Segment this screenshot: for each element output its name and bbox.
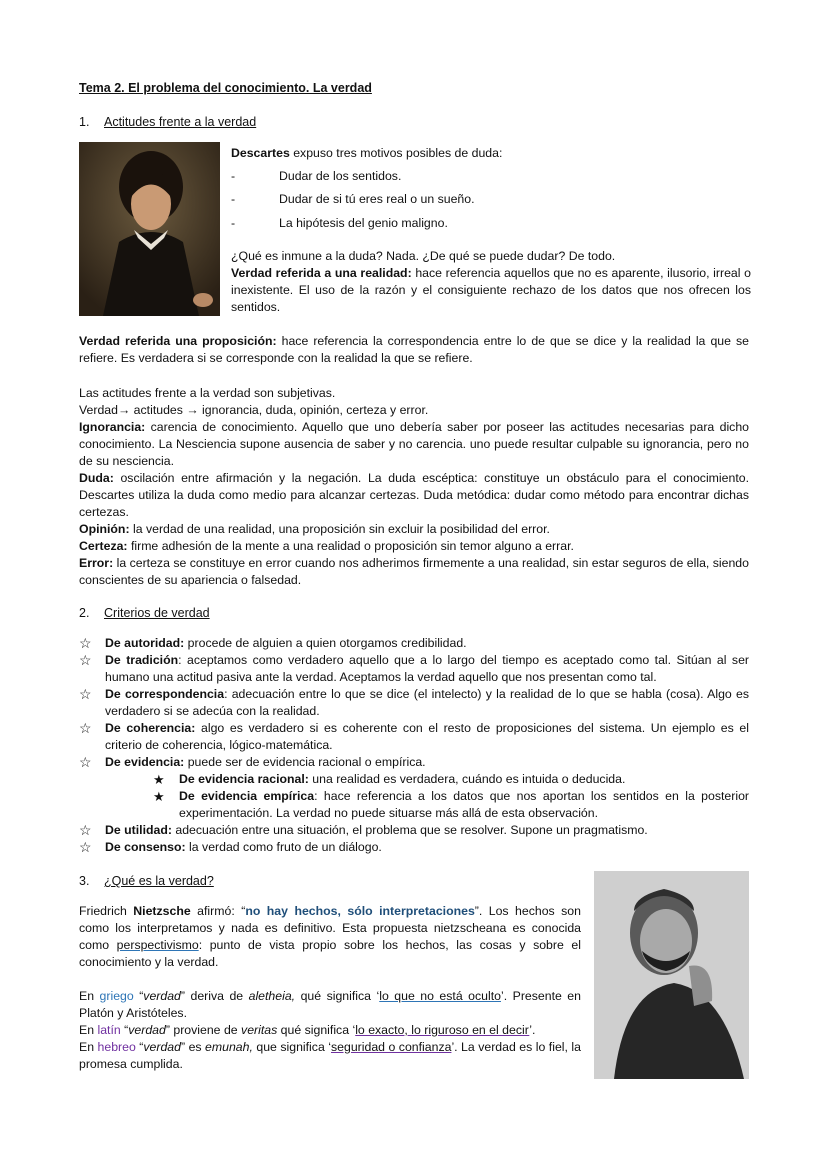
question-line: ¿Qué es inmune a la duda? Nada. ¿De qué se puede dudar? De todo. <box>231 249 616 263</box>
word: verdad <box>143 989 181 1003</box>
nietzsche-portrait <box>594 871 749 1079</box>
criterion-text: : adecuación entre lo que se dice (el intelecto) y la realidad de lo que se habla (cosa). Algo es verdadero si se adecúa con la realidad. <box>105 687 749 718</box>
text: ’. Presente en Platón y Aristóteles. <box>79 989 581 1020</box>
meaning: seguridad o confianza <box>331 1040 452 1054</box>
text: En <box>79 1040 98 1054</box>
star-icon: ☆ <box>79 839 92 855</box>
text: ”. Los hechos son como los interpretamos y nada es definitivo. Esta propuesta nietzscheana es conocida como <box>79 904 581 952</box>
definition: carencia de conocimiento. Aquello que uno debería saber por poseer las actitudes necesarias para dicho conocimiento. La Nesciencia supone ausencia de saber y no carencia. uno puede resultar culpable su ignorancia, pero no de su nesciencia. <box>79 420 749 468</box>
hebrew-paragraph <box>79 1039 581 1073</box>
page-title: Tema 2. El problema del conocimiento. La verdad <box>79 81 372 95</box>
definition: la certeza se constituye en error cuando nos adherimos firmemente a una realidad, sin estar seguros de ella, siendo conscientes de su apariencia o falsedad. <box>79 556 749 587</box>
opinion-paragraph <box>79 521 749 538</box>
language-hebrew: hebreo <box>97 1040 136 1054</box>
author-name: Nietzsche <box>133 904 191 918</box>
truth-proposition-paragraph <box>79 333 749 367</box>
section-3-heading <box>79 873 214 890</box>
meaning: lo que no está oculto <box>379 989 501 1003</box>
section-title: Criterios de verdad <box>104 606 210 620</box>
star-icon: ☆ <box>79 686 92 702</box>
descartes-intro <box>231 145 751 162</box>
doubt-text: Dudar de si tú eres real o un sueño. <box>279 192 475 206</box>
term: Verdad referida a una realidad: <box>231 266 412 280</box>
text: qué significa ‘ <box>277 1023 356 1037</box>
doubt-text: Dudar de los sentidos. <box>279 169 402 183</box>
dash-bullet: - <box>231 169 236 183</box>
nietzsche-paragraph <box>79 903 581 971</box>
text: que significa ‘ <box>252 1040 331 1054</box>
term: aletheia, <box>248 989 296 1003</box>
star-icon: ☆ <box>79 635 92 651</box>
star-filled-icon: ★ <box>153 772 165 787</box>
star-filled-icon: ★ <box>153 789 165 804</box>
criterion-item <box>79 822 749 839</box>
section-number: 2. <box>79 606 90 620</box>
subjective-line: Las actitudes frente a la verdad son subjetivas. <box>79 386 336 400</box>
language-latin: latín <box>97 1023 121 1037</box>
term: veritas <box>241 1023 278 1037</box>
text: ” es <box>181 1040 206 1054</box>
criterion-name: De correspondencia <box>105 687 225 701</box>
attitudes-chain: Verdad→ actitudes → ignorancia, duda, opinión, certeza y error. <box>79 403 429 417</box>
criterion-text: procede de alguien a quien otorgamos credibilidad. <box>184 636 467 650</box>
sub-criterion-item <box>153 771 749 788</box>
text: “ <box>133 989 144 1003</box>
section-title: ¿Qué es la verdad? <box>104 874 214 888</box>
text: afirmó: “ <box>190 904 246 918</box>
text: ’. <box>529 1023 536 1037</box>
term: Certeza: <box>79 539 128 553</box>
dash-bullet: - <box>231 192 236 206</box>
criterion-name: De evidencia: <box>105 755 185 769</box>
text: ” proviene de <box>165 1023 242 1037</box>
criterion-text: adecuación entre una situación, el problema que se resolver. Supone un pragmatismo. <box>171 823 648 837</box>
term: Duda: <box>79 471 114 485</box>
section-1-heading <box>79 114 256 131</box>
certainty-paragraph <box>79 538 749 555</box>
criterion-item <box>79 720 749 754</box>
sub-criterion-item <box>153 788 749 822</box>
criterion-item <box>79 652 749 686</box>
criterion-item <box>79 686 749 720</box>
latin-paragraph <box>79 1022 581 1039</box>
definition: la verdad de una realidad, una proposición sin excluir la posibilidad del error. <box>129 522 550 536</box>
criterion-name: De tradición <box>105 653 179 667</box>
star-icon: ☆ <box>79 652 92 668</box>
quote: no hay hechos, sólo interpretaciones <box>245 904 475 918</box>
term: Error: <box>79 556 114 570</box>
term: emunah, <box>205 1040 253 1054</box>
descartes-name: Descartes <box>231 146 290 160</box>
criterion-name: De coherencia: <box>105 721 196 735</box>
term: Opinión: <box>79 522 130 536</box>
word: verdad <box>128 1023 166 1037</box>
criterion-name: De utilidad: <box>105 823 172 837</box>
definition: oscilación entre afirmación y la negación. La duda escéptica: constituye un obstáculo para el conocimiento. Descartes utiliza la duda como medio para alcanzar certezas. Duda metódica: dudar como método para encontrar dichas certezas. <box>79 471 749 519</box>
doubt-text: La hipótesis del genio maligno. <box>279 216 448 230</box>
perspectivism-term: perspectivismo <box>116 938 199 952</box>
doubt-item <box>231 215 751 232</box>
text: qué significa ‘ <box>295 989 380 1003</box>
criterion-text: : aceptamos como verdadero aquello que a lo largo del tiempo es aceptado como tal. Sitúan al ser humano una actitud pasiva ante la verdad. Aceptamos la verdad aquello que nos presentan como tal. <box>105 653 750 684</box>
criterion-text: algo es verdadero si es coherente con el resto de proposiciones del sistema. Un ejemplo es el criterio de coherencia, lógico-matemática. <box>105 721 749 752</box>
truth-reality-paragraph <box>231 265 751 316</box>
section-number: 1. <box>79 115 90 129</box>
error-paragraph <box>79 555 749 589</box>
definition: hace referencia la correspondencia entre lo de que se dice y la realidad la que se refiere. Es verdadera si se corresponde con la realidad la que se refiere. <box>79 334 749 365</box>
text: Friedrich <box>79 904 134 918</box>
definition: firme adhesión de la mente a una realidad o proposición sin temor alguno a errar. <box>127 539 574 553</box>
descartes-text: expuso tres motivos posibles de duda: <box>289 146 503 160</box>
star-icon: ☆ <box>79 720 92 736</box>
text: “ <box>135 1040 144 1054</box>
text: ” deriva de <box>180 989 249 1003</box>
descartes-portrait <box>79 142 220 316</box>
star-icon: ☆ <box>79 822 92 838</box>
doubt-item <box>231 191 751 208</box>
criterion-text: la verdad como fruto de un diálogo. <box>185 840 382 854</box>
criterion-item <box>79 635 749 652</box>
section-number: 3. <box>79 874 90 888</box>
text: : punto de vista propio sobre los hechos, las cosas y sobre el conocimiento y la verdad. <box>79 938 581 969</box>
criterion-item <box>79 839 749 856</box>
text: “ <box>120 1023 129 1037</box>
criterion-name: De autoridad: <box>105 636 185 650</box>
doubt-item <box>231 168 751 185</box>
text: En <box>79 989 100 1003</box>
criterion-text: puede ser de evidencia racional o empírica. <box>184 755 426 769</box>
definition: hace referencia aquellos que no es aparente, ilusorio, irreal o inexistente. El uso de la razón y el consiguiente rechazo de los datos que nos ofrecen los sentidos. <box>231 266 751 314</box>
criterion-text: una realidad es verdadera, cuándo es intuida o deducida. <box>308 772 626 786</box>
criterion-text: : hace referencia a los datos que nos aportan los sentidos en la posterior experimentación. La verdad no puede situarse más allá de esta observación. <box>179 789 750 820</box>
dash-bullet: - <box>231 216 236 230</box>
criterion-name: De evidencia racional: <box>179 772 309 786</box>
section-2-heading <box>79 605 210 622</box>
criterion-name: De consenso: <box>105 840 186 854</box>
term: Verdad referida una proposición: <box>79 334 277 348</box>
text: En <box>79 1023 98 1037</box>
criterion-name: De evidencia empírica <box>179 789 315 803</box>
section-title: Actitudes frente a la verdad <box>104 115 257 129</box>
criterion-item <box>79 754 749 771</box>
text: ’. La verdad es lo fiel, la promesa cumplida. <box>79 1040 581 1071</box>
language-greek: griego <box>99 989 134 1003</box>
ignorance-paragraph <box>79 419 749 470</box>
term: Ignorancia: <box>79 420 146 434</box>
star-icon: ☆ <box>79 754 92 770</box>
greek-paragraph <box>79 988 581 1022</box>
meaning: lo exacto, lo riguroso en el decir <box>355 1023 530 1037</box>
word: verdad <box>143 1040 181 1054</box>
doubt-paragraph <box>79 470 749 521</box>
